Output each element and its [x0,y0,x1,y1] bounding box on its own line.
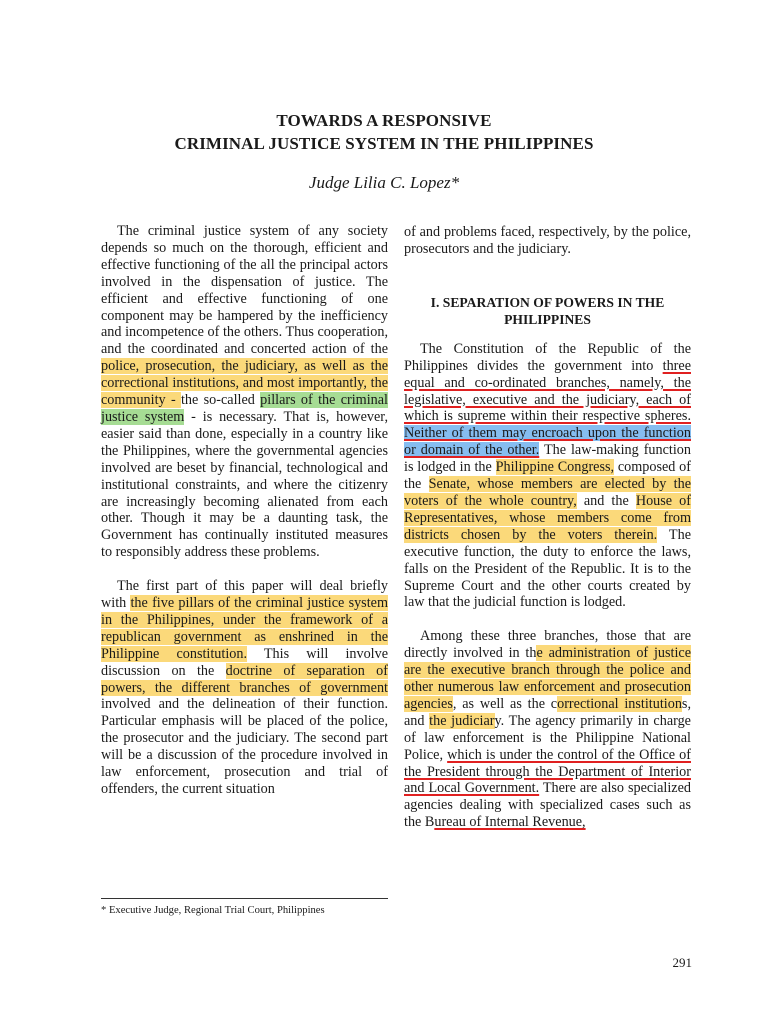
marked-text: the judiciar [429,712,495,729]
text-run: The first part of this paper will deal briefly with [101,578,388,612]
title-line-2: CRIMINAL JUSTICE SYSTEM IN THE PHILIPPINES [174,134,594,153]
marked-text: Philippine Congress, [495,459,615,476]
text-run: There are also specialized agencies dealing with specialized cases such as the B [404,780,691,831]
marked-text: doctrine of separation of powers, the different branches of government [101,662,388,696]
text-run: of and problems faced, respectively, by the police, prosecutors and the judiciary. [404,224,691,257]
marked-text: Neither of them may encroach upon the function or domain of the other. [404,425,691,459]
marked-text: pillars of the criminal justice system [101,392,388,425]
title-line-1: TOWARDS A RESPONSIVE [276,111,492,130]
marked-text: the five pillars of the criminal justice system in the Philippines, under the framework of a republican government as enshrined in the Philippine constitution. [101,595,388,662]
section-heading: I. SEPARATION OF POWERS IN THE PHILIPPINES [430,294,665,327]
marked-text: Senate, whose members are elected by the voters of the whole country, [404,476,691,509]
marked-text: e administration of justice are the executive branch through the police and other numerous law enforcement and prosecution agencies [404,645,691,712]
text-run: Among these three branches, those that are directly involved in th [404,628,691,662]
footnote: * Executive Judge, Regional Trial Court, Philippines [101,905,325,916]
left-column [101,223,388,798]
marked-text: which is under the control of the Office of the President through the Department of Interior and Local Government. [404,746,691,797]
text-run: - is necessary. That is, however, easier said than done, especially in a country like the Philippines, where the governmental agencies involved are beset by financial, technological and institutional constraints, and where the citizenry are increasingly becoming alienated from each other. Though it may be a daunting task, the Government has continually instituted measures to responsibly address these problems. [101,408,388,561]
left-paragraph-1 [101,223,388,561]
left-paragraph-2 [101,578,388,798]
author-name: Judge Lilia C. Lopez* [308,173,460,192]
text-run: involved and the delineation of their function. Particular emphasis will be placed of the police, the prosecutor and the judiciary. The second part will be a discussion of the procedure involved in law enforcement, prosecution and trial of offenders, the current situation [101,696,388,797]
marked-text: police, prosecution, the judiciary, as well as the correctional institutions, and most importantly, the community - [101,358,388,409]
text-run: , as well as the c [452,695,558,712]
marked-text: House of Representatives, whose members come from districts chosen by the voters therein. [404,492,691,543]
text-run: The executive function, the duty to enforce the laws, falls on the President of the Republic. It is to the Supreme Court and the other courts created by law that the judicial function is lodged. [404,526,691,611]
text-run: The law-making function is lodged in the [404,442,691,476]
text-run: y. The agency primarily in charge of law enforcement is the Philippine National Police, [404,712,691,763]
marked-text: ureau of Internal Revenue, [434,814,586,831]
text-run: The criminal justice system of any society depends so much on the thorough, efficient and effective functioning of the all the principal actors involved in the dispensation of justice. The efficient and effective functioning of one component may be hampered by the inefficiency and incompetence of the others. Thus cooperation, and the coordinated and concerted action of the [101,223,388,358]
right-paragraph-0 [404,224,691,258]
footnote-divider [101,898,388,899]
right-column [404,224,691,831]
marked-text: three equal and co-ordinated branches, namely, the legislative, executive and the judiciary, each of which is supreme within their respective spheres. [404,357,691,425]
text-run: composed of the [404,459,691,493]
text-run: the so-called [180,392,261,409]
marked-text: orrectional institution [557,695,682,712]
text-run: s, and [404,695,691,729]
page-number: 291 [672,955,692,970]
right-paragraph-2 [404,628,691,831]
right-paragraph-1 [404,341,691,612]
text-run: and the [576,492,636,509]
text-run: This will involve discussion on the [101,645,389,679]
text-run: The Constitution of the Republic of the Philippines divides the government into [404,340,691,374]
